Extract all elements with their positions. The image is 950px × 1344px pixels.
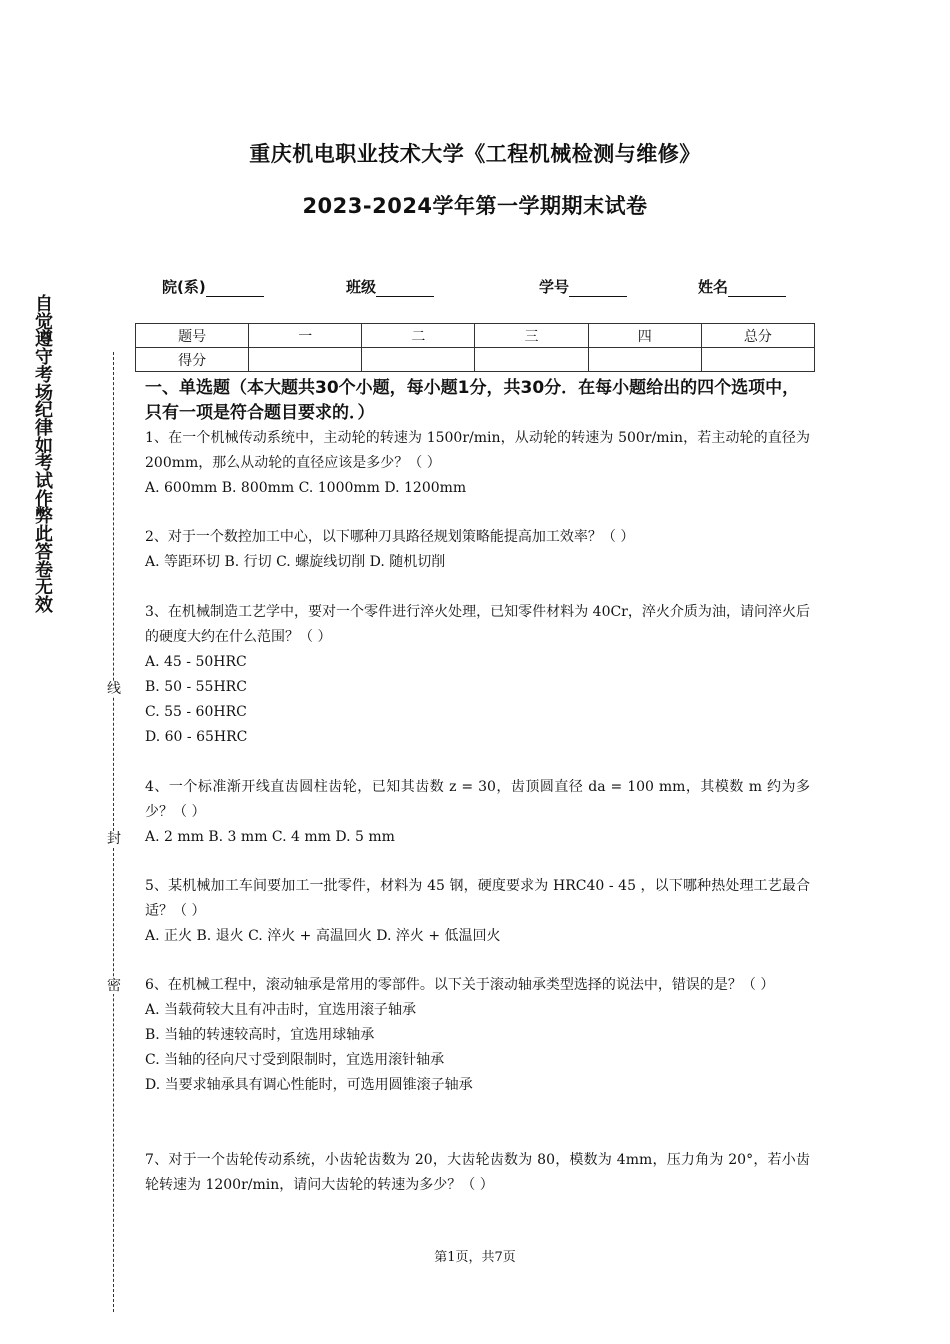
dept-blank[interactable] (206, 282, 264, 297)
question-stem: 2、对于一个数控加工中心，以下哪种刀具路径规划策略能提高加工效率？（ ） (145, 529, 635, 545)
info-student-id-label: 学号 (539, 278, 570, 296)
score-value-row (136, 348, 815, 372)
side-notice-char: 自 (35, 294, 53, 315)
table-cell: 总分 (701, 324, 814, 348)
question-5 (145, 874, 810, 949)
question-stem: 6、在机械工程中，滚动轴承是常用的零部件。以下关于滚动轴承类型选择的说法中，错误的是？（ ） (145, 977, 775, 993)
info-class-label: 班级 (346, 278, 377, 296)
side-notice-char: 试 (35, 471, 53, 493)
question-1 (145, 426, 810, 501)
score-input-cell[interactable] (701, 348, 814, 372)
side-notice-char: 纪 (35, 400, 53, 422)
info-dept (162, 276, 264, 297)
exam-title: 重庆机电职业技术大学《工程机械检测与维修》 (249, 142, 701, 166)
table-cell: 题号 (136, 324, 249, 348)
score-input-cell[interactable] (475, 348, 588, 372)
class-blank[interactable] (376, 282, 434, 297)
side-notice-char: 答 (35, 541, 53, 563)
option-c: C. 当轴的径向尺寸受到限制时，宜选用滚针轴承 (145, 1052, 445, 1068)
side-notice-char: 考 (35, 453, 53, 475)
side-notice-char: 场 (35, 382, 53, 404)
table-cell: 二 (362, 324, 475, 348)
side-notice-char: 作 (35, 488, 53, 510)
exam-subtitle: 2023-2024学年第一学期期末试卷 (302, 194, 648, 218)
side-notice (32, 296, 56, 615)
info-class (346, 276, 434, 297)
table-cell: 一 (249, 324, 362, 348)
question-stem: 5、某机械加工车间要加工一批零件，材料为 45 钢，硬度要求为 HRC40 - 45 ，以下哪种热处理工艺最合适？（ ） (145, 878, 810, 919)
side-notice-char: 如 (35, 435, 53, 457)
option-b: B. 50 - 55HRC (145, 679, 247, 695)
table-cell: 三 (475, 324, 588, 348)
info-name-label: 姓名 (698, 278, 729, 296)
question-7 (145, 1148, 810, 1198)
option-d: D. 60 - 65HRC (145, 729, 248, 745)
question-stem: 3、在机械制造工艺学中，要对一个零件进行淬火处理，已知零件材料为 40Cr，淬火介质为油，请问淬火后的硬度大约在什么范围？（ ） (145, 604, 810, 645)
side-mark-close: 密 (107, 978, 121, 994)
score-input-cell[interactable] (249, 348, 362, 372)
question-4 (145, 775, 810, 850)
side-mark-seal: 封 (107, 831, 121, 847)
question-options: A. 正火 B. 退火 C. 淬火 + 高温回火 D. 淬火 + 低温回火 (145, 928, 501, 944)
section-heading: 一、单选题（本大题共30个小题，每小题1分，共30分．在每小题给出的四个选项中，只有一项是符合题目要求的．） (145, 378, 800, 423)
question-stem: 4、一个标准渐开线直齿圆柱齿轮，已知其齿数 z = 30，齿顶圆直径 da = 100 mm，其模数 m 约为多少？（ ） (145, 779, 810, 820)
score-input-cell[interactable] (362, 348, 475, 372)
side-notice-char: 卷 (35, 559, 53, 581)
option-a: A. 45 - 50HRC (145, 654, 247, 670)
side-notice-char: 守 (35, 347, 53, 369)
page-footer: 第1页，共7页 (434, 1250, 516, 1265)
option-c: C. 55 - 60HRC (145, 704, 247, 720)
side-notice-char: 此 (35, 524, 53, 546)
side-mark-line: 线 (107, 681, 121, 697)
name-blank[interactable] (728, 282, 786, 297)
question-stem: 1、在一个机械传动系统中，主动轮的转速为 1500r/min，从动轮的转速为 500r/min，若主动轮的直径为 200mm，那么从动轮的直径应该是多少？（ ） (145, 430, 810, 471)
side-notice-char: 考 (35, 364, 53, 386)
info-student-id (539, 276, 627, 297)
side-notice-char: 无 (35, 577, 53, 599)
question-options: A. 600mm B. 800mm C. 1000mm D. 1200mm (145, 480, 467, 496)
table-cell: 得分 (136, 348, 249, 372)
side-notice-char: 遵 (35, 329, 53, 351)
side-notice-char: 弊 (35, 506, 53, 528)
option-a: A. 当载荷较大且有冲击时，宜选用滚子轴承 (145, 1002, 417, 1018)
question-3 (145, 600, 810, 750)
question-2 (145, 525, 810, 575)
score-header-row (136, 324, 815, 348)
score-table (135, 323, 815, 372)
side-notice-char: 觉 (35, 311, 53, 333)
question-options: A. 等距环切 B. 行切 C. 螺旋线切削 D. 随机切削 (145, 554, 446, 570)
question-stem: 7、对于一个齿轮传动系统，小齿轮齿数为 20，大齿轮齿数为 80，模数为 4mm，压力角为 20°，若小齿轮转速为 1200r/min，请问大齿轮的转速为多少？（ ） (145, 1152, 810, 1193)
student-id-blank[interactable] (569, 282, 627, 297)
info-dept-label: 院(系) (162, 278, 206, 296)
option-b: B. 当轴的转速较高时，宜选用球轴承 (145, 1027, 375, 1043)
table-cell: 四 (588, 324, 701, 348)
info-name (698, 276, 786, 297)
score-input-cell[interactable] (588, 348, 701, 372)
option-d: D. 当要求轴承具有调心性能时，可选用圆锥滚子轴承 (145, 1077, 473, 1093)
question-6 (145, 973, 810, 1098)
question-options: A. 2 mm B. 3 mm C. 4 mm D. 5 mm (145, 829, 395, 845)
side-notice-char: 效 (35, 594, 53, 616)
side-notice-char: 律 (35, 417, 53, 439)
